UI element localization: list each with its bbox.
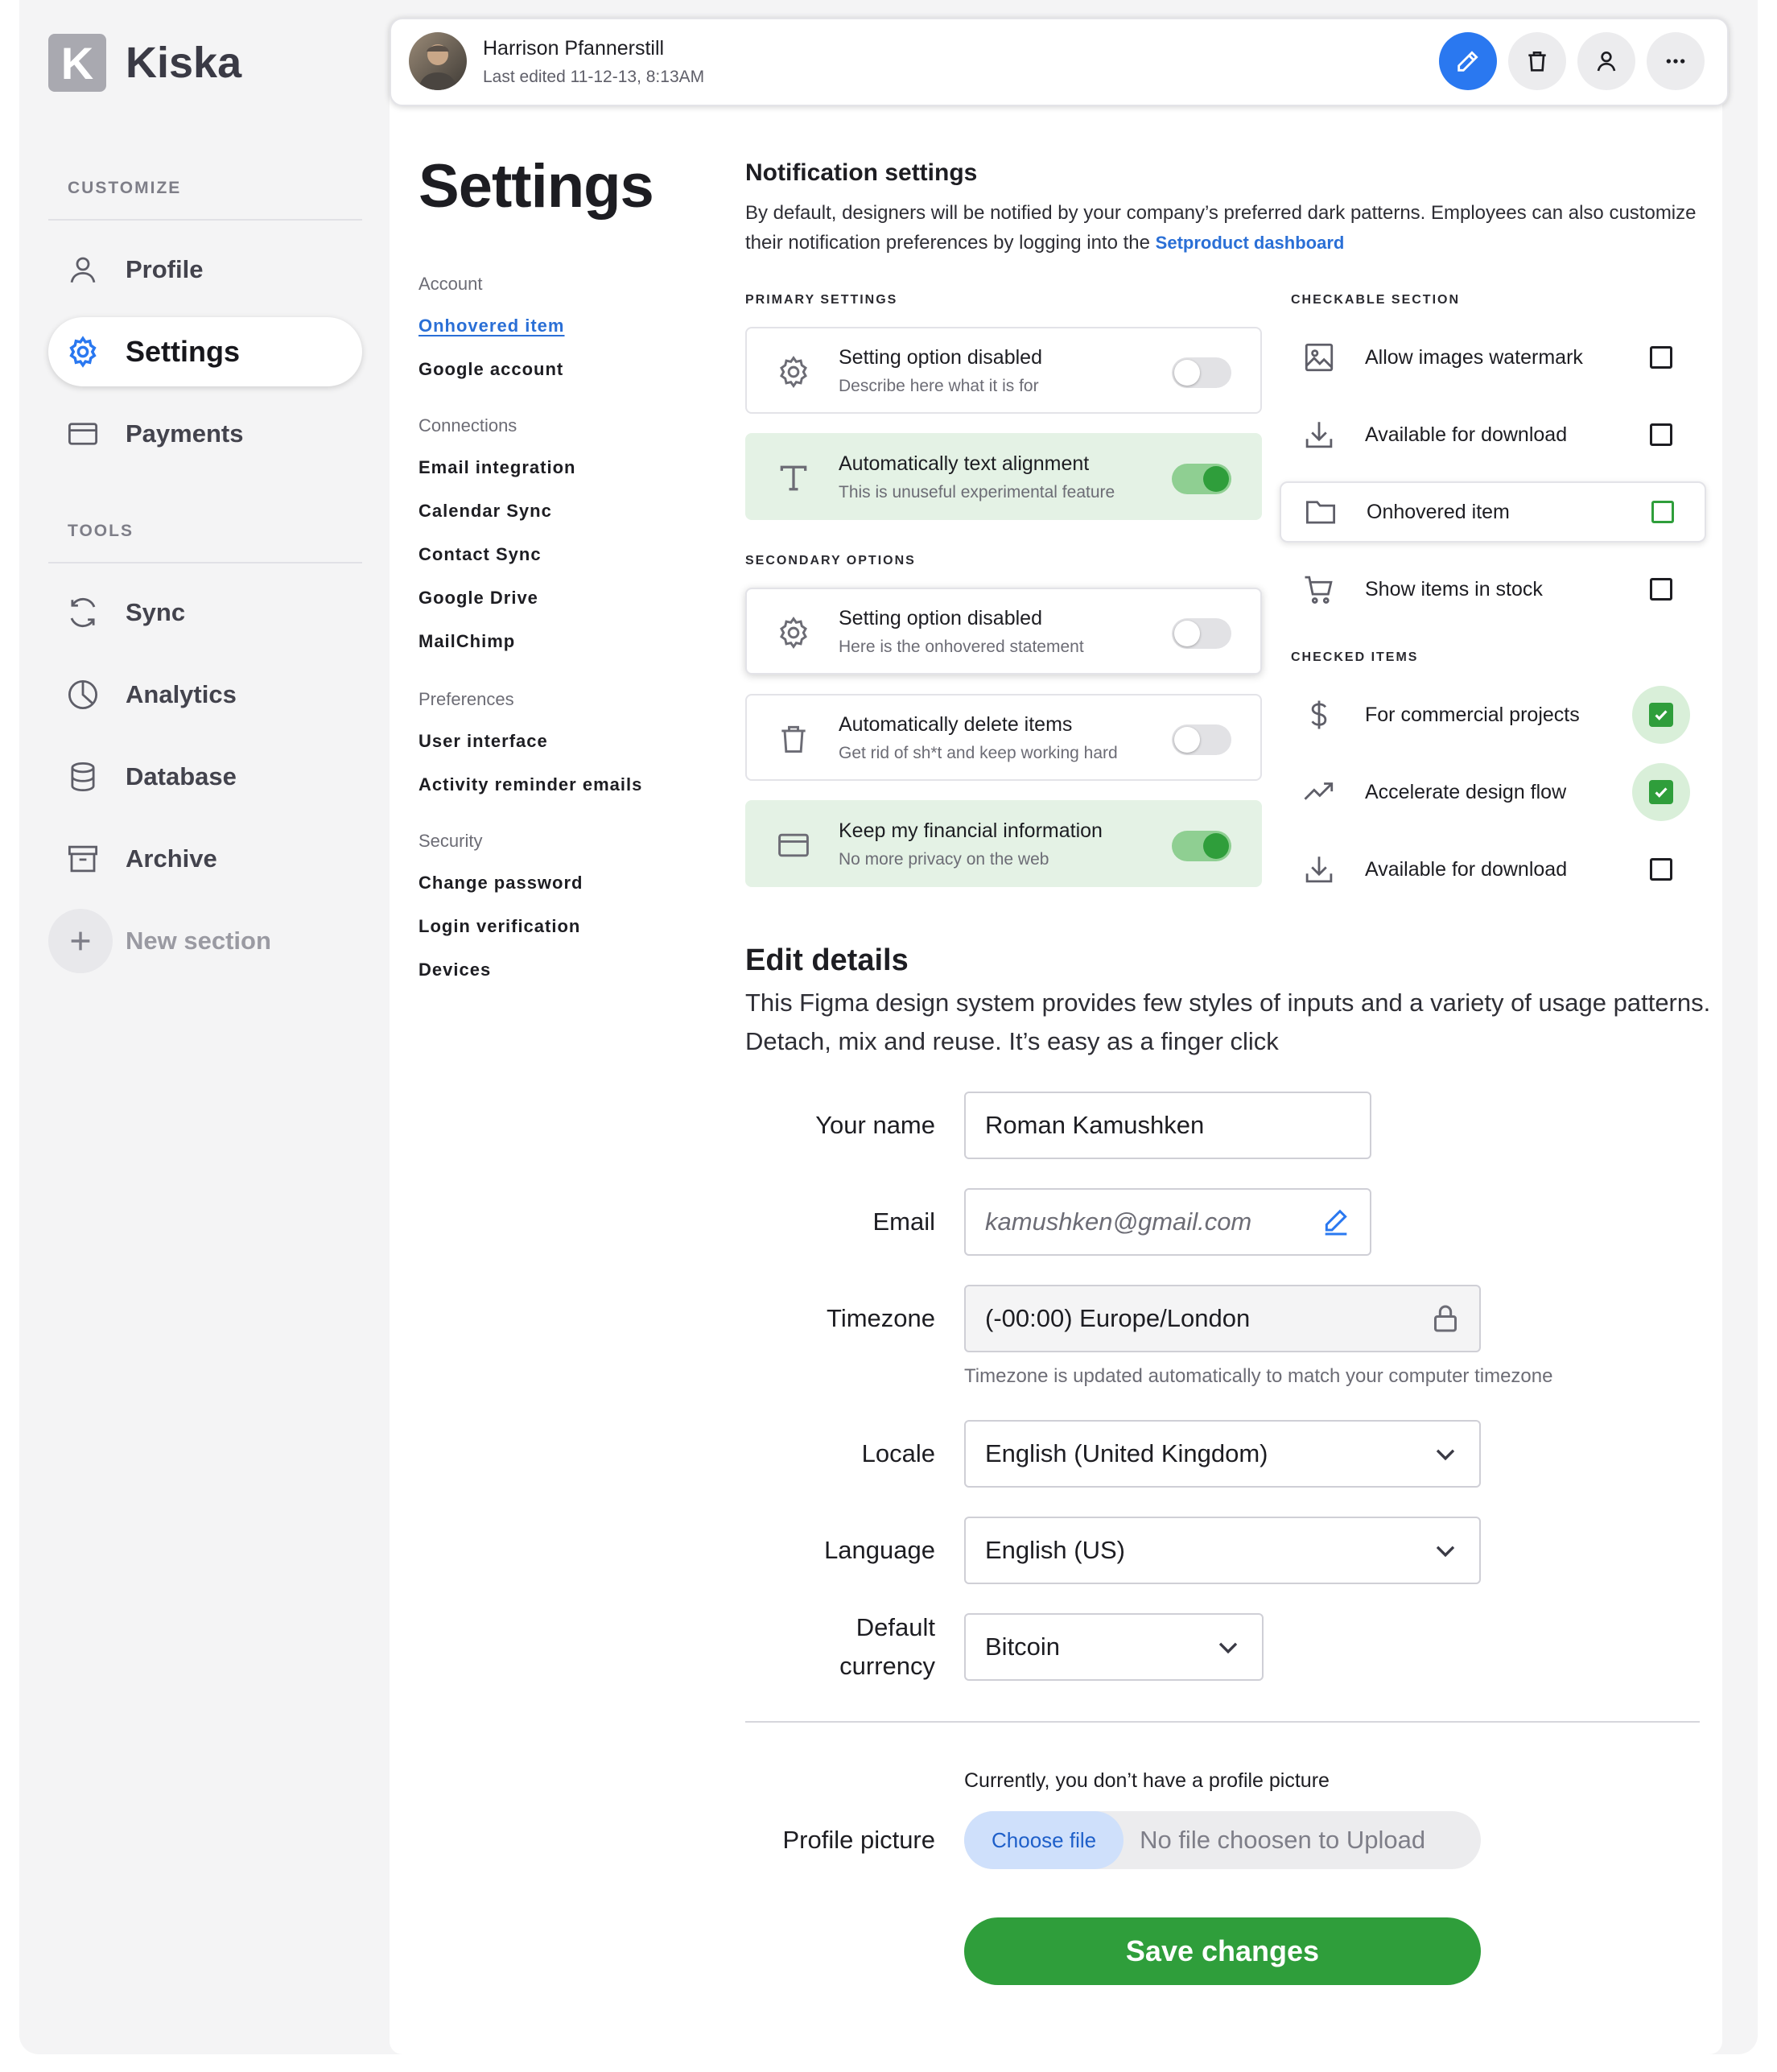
sidebar-item-label: Archive [126, 844, 217, 873]
edit-button[interactable] [1439, 32, 1497, 90]
timezone-value: (-00:00) Europe/London [985, 1304, 1251, 1332]
user-button[interactable] [1577, 32, 1635, 90]
currency-value: Bitcoin [985, 1632, 1061, 1661]
gear-icon [66, 335, 100, 369]
database-icon [66, 760, 100, 794]
name-label: Your name [815, 1111, 935, 1139]
user-icon [1594, 48, 1619, 74]
sidebar-item-label: Analytics [126, 680, 237, 708]
check-icon [1649, 780, 1673, 804]
no-file-text: No file choosen to Upload [1140, 1826, 1426, 1854]
timezone-field [964, 1285, 1481, 1352]
sidebar-item-archive[interactable] [48, 824, 362, 894]
email-label: Email [872, 1207, 935, 1236]
brand-name: Kiska [126, 39, 242, 87]
setting-option-disabled-hovered[interactable] [745, 588, 1262, 675]
check-icon [1649, 703, 1673, 727]
sidebar-item-label: Database [126, 762, 237, 790]
pie-chart-icon [66, 678, 100, 712]
toggle-switch[interactable] [1172, 831, 1231, 861]
last-edited: Last edited 11-12-13, 8:13AM [483, 68, 705, 86]
toggle-switch[interactable] [1172, 357, 1231, 388]
delete-button[interactable] [1508, 32, 1566, 90]
checkbox[interactable] [1650, 858, 1672, 881]
gear-icon [776, 615, 811, 650]
check-commercial-projects[interactable] [1280, 684, 1706, 745]
sidebar-item-database[interactable] [48, 742, 362, 811]
subnav-item-change-password[interactable]: Change password [418, 873, 583, 893]
sidebar-item-label: Payments [126, 419, 244, 448]
customize-caption: CUSTOMIZE [68, 179, 182, 197]
subnav-item-email-integration[interactable]: Email integration [418, 457, 576, 477]
brand-mark: K [48, 34, 106, 92]
sidebar-divider [48, 562, 362, 563]
brand-logo[interactable] [48, 34, 241, 92]
cart-icon [1302, 572, 1336, 606]
checkbox[interactable] [1650, 346, 1672, 369]
sidebar-item-payments[interactable] [48, 399, 362, 468]
more-button[interactable] [1647, 32, 1705, 90]
subnav-item-google-account[interactable]: Google account [418, 359, 564, 379]
check-label: Allow images watermark [1365, 345, 1583, 369]
save-changes-button[interactable]: Save changes [964, 1917, 1481, 1985]
setting-financial-info[interactable] [745, 800, 1262, 887]
email-placeholder: kamushken@gmail.com [985, 1207, 1252, 1236]
checkbox-checked[interactable] [1632, 763, 1690, 821]
locale-label: Locale [861, 1439, 935, 1467]
checkable-caption: CHECKABLE SECTION [1291, 293, 1461, 307]
sidebar-item-analytics[interactable] [48, 660, 362, 729]
subnav-item-login-verification[interactable]: Login verification [418, 916, 581, 936]
check-onhovered-item[interactable] [1280, 481, 1706, 543]
option-title: Setting option disabled [839, 607, 1042, 629]
option-title: Setting option disabled [839, 346, 1042, 369]
option-title: Automatically text alignment [839, 452, 1090, 475]
currency-select[interactable] [964, 1613, 1264, 1681]
plus-icon [48, 909, 113, 973]
checked-items-caption: CHECKED ITEMS [1291, 650, 1419, 664]
toggle-switch[interactable] [1172, 464, 1231, 494]
setproduct-link[interactable]: Setproduct dashboard [1155, 233, 1345, 253]
checkbox[interactable] [1651, 501, 1674, 523]
sidebar-item-label: Settings [126, 335, 241, 368]
checkbox[interactable] [1650, 578, 1672, 601]
sidebar-item-label: Sync [126, 598, 186, 626]
avatar[interactable] [409, 32, 467, 90]
subnav-item-activity-emails[interactable]: Activity reminder emails [418, 774, 643, 795]
subnav-item-onhovered[interactable]: Onhovered item [418, 316, 565, 336]
toggle-switch[interactable] [1172, 724, 1231, 755]
top-bar [390, 18, 1729, 106]
option-subtitle: Get rid of sh*t and keep working hard [839, 744, 1118, 762]
subnav-caption-preferences: Preferences [418, 689, 514, 709]
name-value: Roman Kamushken [985, 1111, 1205, 1139]
name-input[interactable] [964, 1092, 1371, 1159]
subnav-caption-connections: Connections [418, 415, 517, 435]
image-icon [1302, 341, 1336, 374]
check-available-download-2[interactable] [1280, 839, 1706, 900]
card-icon [776, 828, 811, 863]
picture-note: Currently, you don’t have a profile picture [964, 1769, 1330, 1792]
sidebar-item-label: Profile [126, 255, 204, 283]
setting-delete-items[interactable] [745, 694, 1262, 781]
check-label: For commercial projects [1365, 703, 1580, 726]
pencil-icon [1454, 47, 1482, 75]
sidebar-item-settings[interactable] [48, 317, 362, 386]
option-title: Automatically delete items [839, 713, 1073, 736]
subnav-item-user-interface[interactable]: User interface [418, 731, 548, 751]
option-subtitle: Here is the onhovered statement [839, 638, 1084, 656]
archive-icon [66, 842, 100, 876]
sidebar-item-new-section[interactable] [48, 906, 362, 976]
file-upload [964, 1811, 1481, 1869]
subnav-caption-account: Account [418, 274, 483, 294]
user-name: Harrison Pfannerstill [483, 37, 665, 60]
notifications-title: Notification settings [745, 159, 978, 186]
dollar-icon [1302, 698, 1336, 732]
more-icon [1663, 48, 1688, 74]
trash-icon [776, 721, 811, 757]
option-title: Keep my financial information [839, 819, 1103, 842]
toggle-switch[interactable] [1172, 618, 1231, 649]
check-label: Available for download [1365, 857, 1568, 881]
check-accelerate-flow[interactable] [1280, 762, 1706, 823]
check-allow-watermark[interactable] [1280, 327, 1706, 388]
sync-icon [66, 596, 100, 629]
profile-picture-label: Profile picture [782, 1826, 935, 1854]
notifications-description: By default, designers will be notified by your company’s preferred dark patterns. Employees can also customize their notification preferences by logging into the Setproduct dashboard [745, 202, 1697, 254]
checkbox-checked[interactable] [1632, 686, 1690, 744]
edit-details-description: This Figma design system provides few styles of inputs and a variety of usage patterns. Detach, mix and reuse. It’s easy as a finger click [745, 989, 1711, 1055]
sidebar-item-label: New section [126, 927, 271, 955]
option-subtitle: This is unuseful experimental feature [839, 483, 1115, 501]
sidebar-item-sync[interactable] [48, 578, 362, 647]
pencil-icon[interactable] [1320, 1206, 1352, 1238]
option-subtitle: Describe here what it is for [839, 377, 1039, 395]
currency-label: Default currency [839, 1613, 935, 1680]
subnav-item-mailchimp[interactable]: MailChimp [418, 631, 516, 651]
page-title: Settings [418, 152, 653, 221]
choose-file-button[interactable]: Choose file [964, 1811, 1124, 1869]
subnav-caption-security: Security [418, 831, 483, 851]
primary-settings-caption: PRIMARY SETTINGS [745, 293, 898, 307]
chevron-down-icon [1429, 1534, 1462, 1566]
subnav-item-google-drive[interactable]: Google Drive [418, 588, 538, 608]
chevron-down-icon [1429, 1438, 1462, 1470]
download-icon [1302, 418, 1336, 452]
subnav-item-calendar-sync[interactable]: Calendar Sync [418, 501, 552, 521]
check-label: Onhovered item [1367, 500, 1510, 523]
sidebar [29, 0, 362, 1014]
email-field[interactable] [964, 1188, 1371, 1256]
card-icon [66, 417, 100, 451]
setting-text-alignment[interactable] [745, 433, 1262, 520]
text-icon [776, 460, 811, 496]
sidebar-divider [48, 219, 362, 221]
checkbox[interactable] [1650, 423, 1672, 446]
folder-icon [1304, 495, 1338, 529]
check-label: Available for download [1365, 423, 1568, 446]
trend-up-icon [1302, 775, 1336, 809]
option-subtitle: No more privacy on the web [839, 850, 1049, 869]
user-icon [66, 253, 100, 287]
gear-icon [776, 354, 811, 390]
subnav-item-devices[interactable]: Devices [418, 960, 492, 980]
check-available-download[interactable] [1280, 404, 1706, 465]
check-label: Show items in stock [1365, 577, 1543, 601]
lock-icon [1429, 1302, 1462, 1335]
setting-option-disabled[interactable] [745, 327, 1262, 414]
download-icon [1302, 852, 1336, 886]
check-items-in-stock[interactable] [1280, 559, 1706, 620]
check-label: Accelerate design flow [1365, 780, 1567, 803]
secondary-options-caption: SECONDARY OPTIONS [745, 554, 916, 568]
locale-value: English (United Kingdom) [985, 1439, 1268, 1467]
edit-details-title: Edit details [745, 943, 909, 977]
timezone-label: Timezone [827, 1304, 935, 1332]
locale-select[interactable] [964, 1420, 1481, 1488]
chevron-down-icon [1212, 1631, 1244, 1663]
language-value: English (US) [985, 1536, 1125, 1564]
tools-caption: TOOLS [68, 522, 134, 540]
timezone-hint: Timezone is updated automatically to match your computer timezone [964, 1365, 1553, 1387]
language-select[interactable] [964, 1517, 1481, 1584]
sidebar-item-profile[interactable] [48, 235, 362, 304]
subnav-item-contact-sync[interactable]: Contact Sync [418, 544, 542, 564]
language-label: Language [824, 1536, 935, 1564]
divider [745, 1721, 1700, 1723]
trash-icon [1524, 48, 1550, 74]
